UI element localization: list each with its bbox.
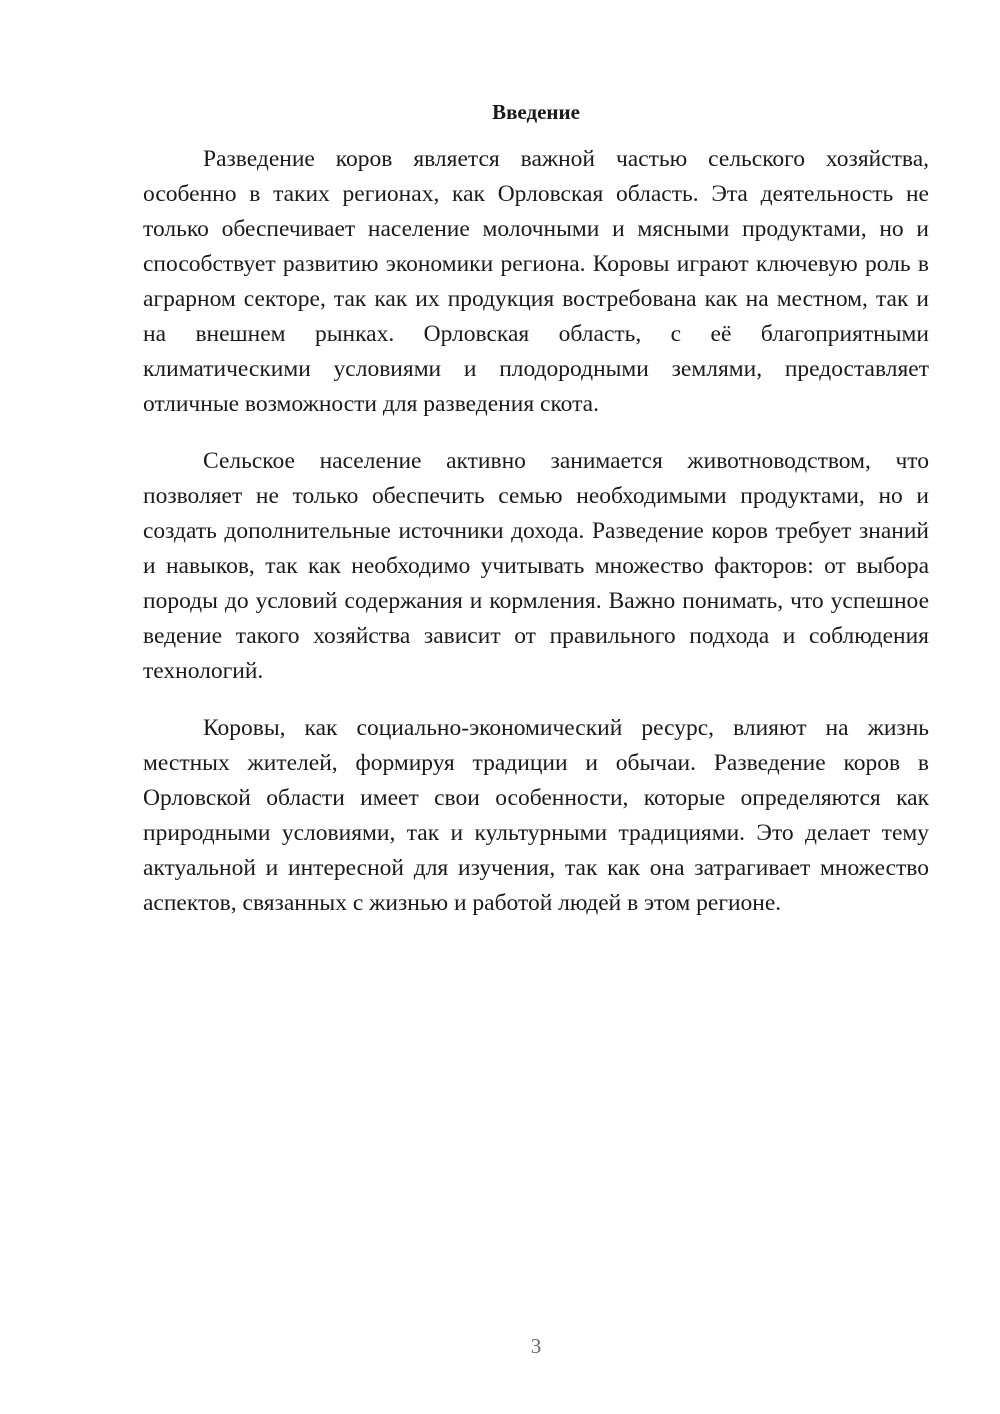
paragraph-3: Коровы, как социально-экономический ресурс, влияют на жизнь местных жителей, формируя традиции и обычаи. Разведение коров в Орловской области имеет свои особенности, которые определяются как природными условиями, так и культурными традициями. Это делает тему актуальной и интересной для изучения, так как она затрагивает множество аспектов, связанных с жизнью и работой людей в этом регионе.: [143, 715, 929, 916]
body-text: [143, 142, 929, 943]
paragraph-1: Разведение коров является важной частью сельского хозяйства, особенно в таких регионах, как Орловская область. Эта деятельность не только обеспечивает население молочными и мясными продуктами, но и способствует развитию экономики региона. Коровы играют ключевую роль в аграрном секторе, так как их продукция востребована как на местном, так и на внешнем рынках. Орловская область, с её благоприятными климатическими условиями и плодородными землями, предоставляет отличные возможности для разведения скота.: [143, 146, 929, 417]
paragraph-2: Сельское население активно занимается животноводством, что позволяет не только обеспечить семью необходимыми продуктами, но и создать дополнительные источники дохода. Разведение коров требует знаний и навыков, так как необходимо учитывать множество факторов: от выбора породы до условий содержания и кормления. Важно понимать, что успешное ведение такого хозяйства зависит от правильного подхода и соблюдения технологий.: [143, 448, 929, 684]
page-number: 3: [530, 1334, 542, 1358]
section-heading: Введение: [492, 100, 580, 124]
